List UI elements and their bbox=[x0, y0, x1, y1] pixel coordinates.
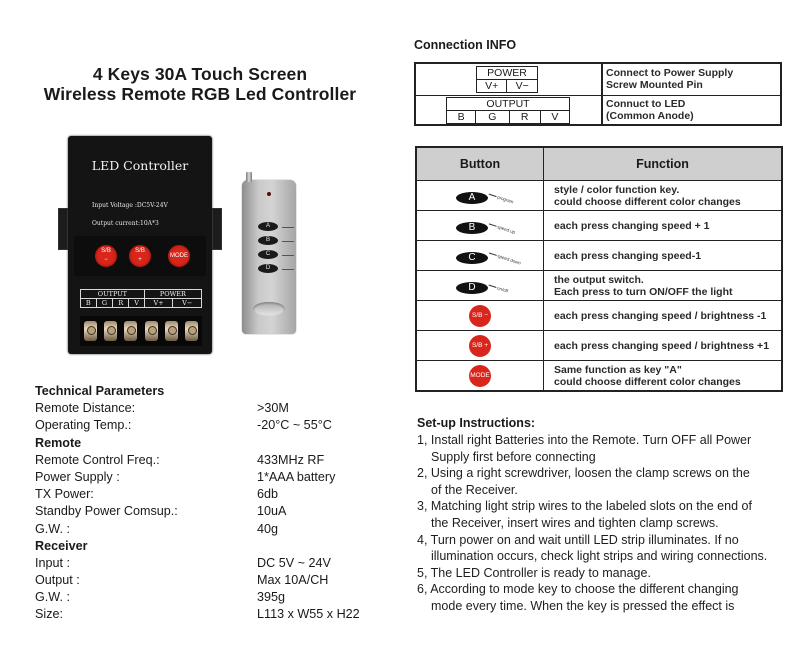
function-line: Each press to turn ON/OFF the light bbox=[554, 285, 733, 298]
button-cell bbox=[416, 301, 544, 331]
button-cell bbox=[416, 331, 544, 361]
instruction-line: 6, According to mode key to choose the different changing bbox=[417, 582, 739, 597]
key-sublabel: speed up bbox=[496, 224, 516, 235]
param-heading bbox=[35, 538, 395, 555]
param-row bbox=[35, 400, 395, 417]
button-sign: − bbox=[104, 257, 108, 263]
table-row bbox=[416, 331, 782, 361]
mounting-ear-right bbox=[212, 208, 222, 250]
instruction-line: 5, The LED Controller is ready to manage. bbox=[417, 565, 651, 580]
pin-label: G bbox=[476, 111, 509, 124]
param-key: Output : bbox=[35, 573, 80, 588]
terminal-block bbox=[80, 316, 202, 346]
button-cell bbox=[416, 211, 544, 241]
param-heading bbox=[35, 435, 395, 452]
key-b-icon: B bbox=[456, 222, 488, 234]
instruction-line: mode every time. When the key is pressed the effect is bbox=[431, 598, 735, 613]
description-line: Connuct to LED bbox=[606, 98, 686, 110]
controller-label: LED Controller bbox=[91, 158, 189, 173]
controller-terminal-labels bbox=[80, 289, 202, 308]
remote-key-label-line bbox=[282, 255, 294, 256]
pin-label: R bbox=[509, 111, 540, 124]
power-pin-diagram bbox=[476, 66, 538, 93]
instruction-line: the Receiver, insert wires and tighten clamp screws. bbox=[431, 515, 719, 530]
param-key: Remote Control Freq.: bbox=[35, 452, 160, 467]
param-row bbox=[35, 589, 395, 606]
param-key: Input : bbox=[35, 555, 71, 570]
param-key: Operating Temp.: bbox=[35, 418, 132, 433]
key-sublabel: program bbox=[496, 194, 515, 205]
sb-minus-button-icon: S/B − bbox=[469, 305, 491, 327]
terminal-label: V+ bbox=[144, 299, 173, 308]
param-key: TX Power: bbox=[35, 487, 94, 502]
key-c-icon: C bbox=[456, 252, 488, 264]
param-row bbox=[35, 486, 395, 503]
function-line: could choose different color changes bbox=[554, 375, 741, 388]
remote-key-label-line bbox=[282, 269, 294, 270]
param-value: DC 5V ~ 24V bbox=[257, 555, 331, 570]
param-key: Size: bbox=[35, 607, 63, 622]
param-value: Max 10A/CH bbox=[257, 573, 329, 588]
button-label: S/B bbox=[101, 248, 111, 254]
button-label: S/B bbox=[135, 248, 145, 254]
header-button: Button bbox=[416, 147, 544, 181]
button-cell bbox=[416, 181, 544, 211]
param-row bbox=[35, 572, 395, 589]
setup-title: Set-up Instructions: bbox=[417, 416, 536, 430]
key-sublabel: speed down bbox=[496, 253, 522, 266]
table-row bbox=[416, 301, 782, 331]
param-row bbox=[35, 452, 395, 469]
screw-terminal-icon bbox=[145, 321, 158, 341]
instruction-line: 1, Install right Batteries into the Remote. Turn OFF all Power bbox=[417, 433, 752, 447]
function-line: each press changing speed / brightness -1 bbox=[554, 309, 767, 322]
controller-input-voltage: Input Voltage :DC5V-24V bbox=[92, 202, 168, 209]
key-sublabel: on/off bbox=[496, 285, 509, 294]
function-line: each press changing speed + 1 bbox=[554, 219, 710, 232]
technical-parameters bbox=[35, 383, 395, 624]
setup-instructions bbox=[417, 415, 797, 615]
param-key: Remote Distance: bbox=[35, 401, 136, 416]
table-row bbox=[416, 271, 782, 301]
indicator-led-icon bbox=[267, 192, 271, 196]
output-header: OUTPUT bbox=[447, 98, 570, 111]
function-cell bbox=[544, 241, 783, 271]
param-heading bbox=[35, 383, 395, 400]
title-line-1: 4 Keys 30A Touch Screen bbox=[92, 64, 308, 84]
remote-key-label-line bbox=[282, 227, 294, 228]
terminal-label: G bbox=[96, 299, 113, 308]
power-header: POWER bbox=[477, 67, 538, 80]
param-value: 433MHz RF bbox=[257, 452, 325, 467]
key-a-icon: A bbox=[456, 192, 488, 204]
screw-terminal-icon bbox=[185, 321, 198, 341]
function-line: each press changing speed-1 bbox=[554, 249, 702, 262]
param-row bbox=[35, 606, 395, 623]
function-line: each press changing speed / brightness +1 bbox=[554, 339, 770, 352]
instruction-line: 2, Using a right screwdriver, loosen the clamp screws on the bbox=[417, 466, 750, 481]
remote-key-c: C bbox=[258, 250, 278, 259]
product-title bbox=[0, 64, 400, 104]
terminal-label: R bbox=[113, 299, 129, 308]
param-key: Power Supply : bbox=[35, 469, 120, 484]
button-sign: + bbox=[138, 257, 142, 263]
pin-label: V bbox=[540, 111, 569, 124]
table-header-row bbox=[416, 147, 782, 181]
remote-key-d: D bbox=[258, 264, 278, 273]
mode-button-icon: MODE bbox=[469, 365, 491, 387]
antenna-icon bbox=[246, 172, 252, 182]
connection-info-table bbox=[414, 62, 782, 126]
screw-terminal-icon bbox=[165, 321, 178, 341]
param-value: >30M bbox=[257, 401, 289, 416]
divider bbox=[601, 64, 603, 95]
output-pin-diagram bbox=[446, 97, 570, 124]
function-line: style / color function key. bbox=[554, 183, 680, 196]
function-line: the output switch. bbox=[554, 273, 644, 286]
instruction-line: illumination occurs, check light strips and wiring connections. bbox=[431, 549, 768, 564]
param-heading-text: Remote bbox=[35, 435, 82, 450]
button-label: MODE bbox=[170, 252, 188, 259]
description-line: (Common Anode) bbox=[606, 110, 694, 122]
remote-key-label-line bbox=[282, 241, 294, 242]
param-row bbox=[35, 503, 395, 520]
param-row bbox=[35, 555, 395, 572]
remote-control-image bbox=[242, 180, 296, 334]
param-value: 10uA bbox=[257, 504, 287, 519]
description-line: Screw Mounted Pin bbox=[606, 79, 703, 91]
param-heading-text: Technical Parameters bbox=[35, 384, 165, 398]
instruction-line: Supply first before connecting bbox=[431, 449, 596, 464]
header-function: Function bbox=[544, 147, 783, 181]
instruction-line: 3, Matching light strip wires to the labeled slots on the end of bbox=[417, 499, 752, 514]
sb-plus-button-icon: S/B + bbox=[469, 335, 491, 357]
description-line: Connect to Power Supply bbox=[606, 67, 734, 79]
param-value: L113 x W55 x H22 bbox=[257, 607, 360, 622]
controller-sb-minus-button bbox=[95, 245, 117, 267]
controller-button-band bbox=[74, 236, 206, 276]
param-value: 6db bbox=[257, 487, 279, 502]
table-row bbox=[416, 181, 782, 211]
function-cell bbox=[544, 361, 783, 392]
button-cell bbox=[416, 271, 544, 301]
param-key: G.W. : bbox=[35, 590, 70, 605]
divider bbox=[601, 95, 603, 126]
table-row bbox=[416, 211, 782, 241]
power-label: POWER bbox=[144, 290, 201, 299]
param-row bbox=[35, 469, 395, 486]
pin-label: V+ bbox=[477, 80, 507, 93]
function-line: could choose different color changes bbox=[554, 195, 741, 208]
instruction-line: of the Receiver. bbox=[431, 482, 518, 497]
param-row bbox=[35, 417, 395, 434]
terminal-label: B bbox=[81, 299, 97, 308]
function-cell bbox=[544, 301, 783, 331]
function-cell bbox=[544, 271, 783, 301]
power-description bbox=[606, 67, 733, 91]
output-description bbox=[606, 98, 694, 122]
function-cell bbox=[544, 181, 783, 211]
controller-output-current: Output current:10A*3 bbox=[92, 220, 159, 227]
connection-info-title: Connection INFO bbox=[414, 38, 517, 52]
pin-label: B bbox=[447, 111, 476, 124]
output-label: OUTPUT bbox=[81, 290, 145, 299]
screw-terminal-icon bbox=[124, 321, 137, 341]
remote-key-b: B bbox=[258, 236, 278, 245]
screw-terminal-icon bbox=[84, 321, 97, 341]
param-heading-text: Receiver bbox=[35, 538, 88, 553]
connection-row-power bbox=[416, 64, 780, 96]
screw-terminal-icon bbox=[104, 321, 117, 341]
pin-label: V− bbox=[507, 80, 538, 93]
table-row bbox=[416, 361, 782, 392]
button-cell bbox=[416, 361, 544, 392]
title-line-2: Wireless Remote RGB Led Controller bbox=[43, 84, 357, 104]
param-row bbox=[35, 521, 395, 538]
param-value: 40g bbox=[257, 521, 279, 536]
terminal-label: V bbox=[129, 299, 144, 308]
remote-grip-oval bbox=[253, 302, 285, 316]
param-value: 395g bbox=[257, 590, 286, 605]
led-controller-image bbox=[68, 136, 212, 354]
controller-sb-plus-button bbox=[129, 245, 151, 267]
button-cell bbox=[416, 241, 544, 271]
table-row bbox=[416, 241, 782, 271]
function-cell bbox=[544, 331, 783, 361]
function-line: Same function as key "A" bbox=[554, 363, 682, 376]
param-key: G.W. : bbox=[35, 521, 70, 536]
button-function-table bbox=[415, 146, 783, 392]
mounting-ear-left bbox=[58, 208, 68, 250]
key-d-icon: D bbox=[456, 282, 488, 294]
param-key: Standby Power Comsup.: bbox=[35, 504, 178, 519]
function-cell bbox=[544, 211, 783, 241]
connection-row-output bbox=[416, 95, 780, 126]
param-value: -20°C ~ 55°C bbox=[257, 418, 332, 433]
remote-key-a: A bbox=[258, 222, 278, 231]
terminal-label: V− bbox=[173, 299, 202, 308]
controller-mode-button bbox=[168, 245, 190, 267]
instruction-line: 4, Turn power on and wait untill LED strip illuminates. If no bbox=[417, 532, 739, 547]
param-value: 1*AAA battery bbox=[257, 469, 336, 484]
